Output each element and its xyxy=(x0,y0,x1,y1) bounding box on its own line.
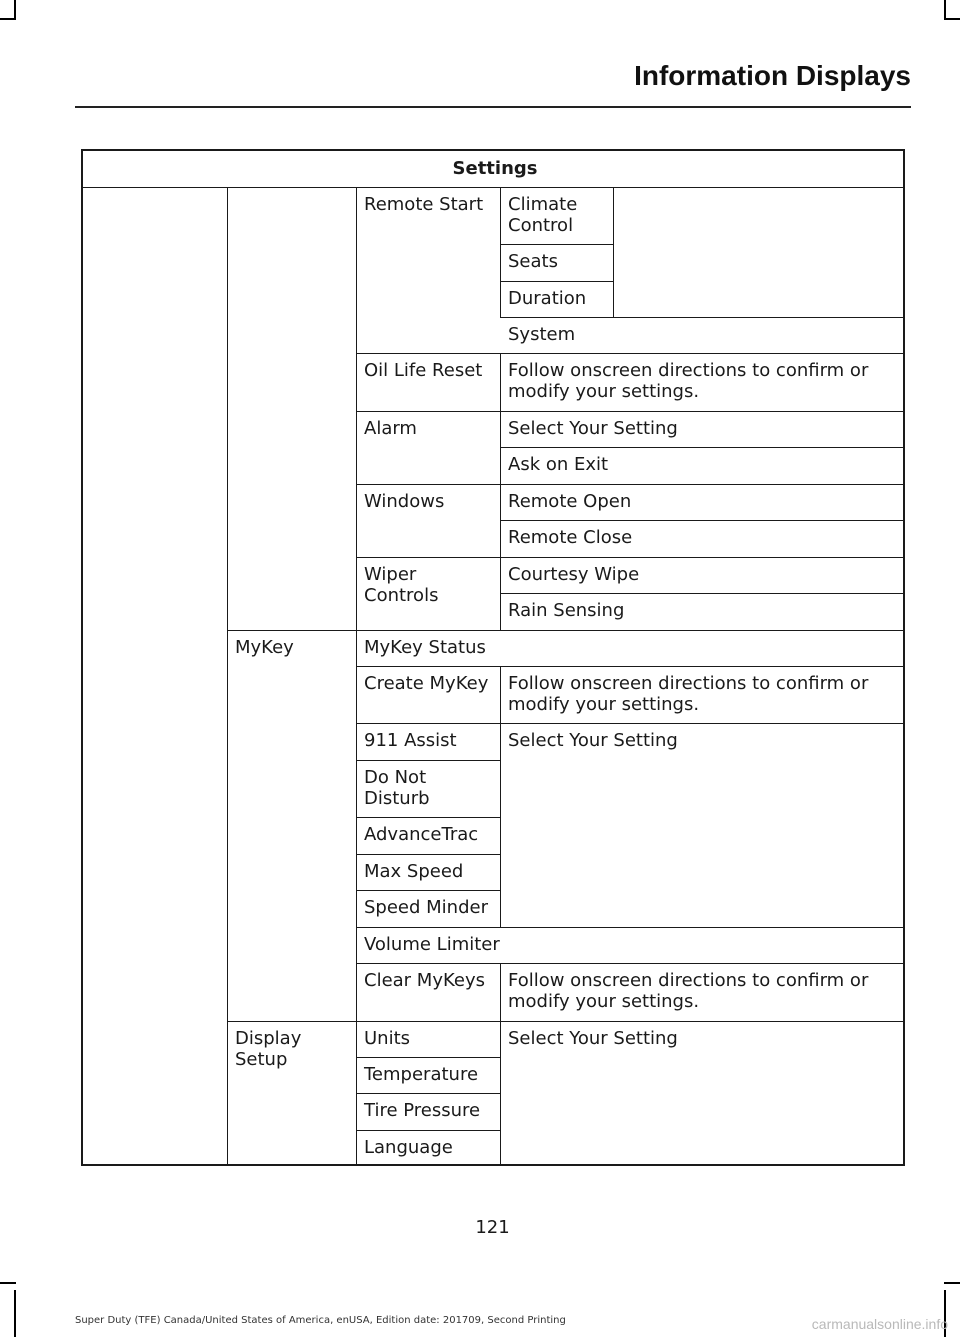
row-divider xyxy=(227,1021,905,1022)
cell-clear-mykeys: Clear MyKeys xyxy=(364,970,485,991)
column-divider xyxy=(500,963,501,1021)
cell-mykey-options-value: Select Your Setting xyxy=(508,730,678,751)
footer-edition: Super Duty (TFE) Canada/United States of America, enUSA, Edition date: 201709, Second Printing xyxy=(75,1315,566,1326)
cell-mykey: MyKey xyxy=(235,637,294,658)
cell-max-speed: Max Speed xyxy=(364,861,464,882)
row-divider xyxy=(500,244,613,245)
cell-duration: Duration xyxy=(508,288,587,309)
cell-windows: Windows xyxy=(364,491,445,512)
column-divider xyxy=(500,187,501,317)
table-title: Settings xyxy=(452,158,538,179)
cell-clear-mykeys-value: Follow onscreen directions to confirm or modify your settings. xyxy=(508,970,869,1012)
cell-units: Units xyxy=(364,1028,411,1049)
cell-remote-close: Remote Close xyxy=(508,527,633,548)
settings-table xyxy=(81,149,905,1166)
column-divider xyxy=(500,1021,501,1166)
row-divider xyxy=(356,353,905,354)
row-divider xyxy=(356,411,905,412)
cell-rain-sensing: Rain Sensing xyxy=(508,600,625,621)
row-divider xyxy=(500,520,905,521)
page-title: Information Displays xyxy=(634,60,911,91)
cell-remote-open: Remote Open xyxy=(508,491,632,512)
crop-mark xyxy=(944,0,946,18)
column-divider xyxy=(227,187,228,1166)
row-divider xyxy=(500,447,905,448)
cell-remote-start: Remote Start xyxy=(364,194,484,215)
row-divider xyxy=(356,666,905,667)
row-divider xyxy=(356,927,905,928)
cell-create-mykey-value: Follow onscreen directions to confirm or modify your settings. xyxy=(508,673,869,715)
crop-mark xyxy=(0,1282,16,1284)
cell-911-assist: 911 Assist xyxy=(364,730,457,751)
cell-display-options-value: Select Your Setting xyxy=(508,1028,678,1049)
row-divider xyxy=(356,723,905,724)
row-divider xyxy=(356,854,500,855)
cell-do-not-disturb: Do Not Disturb xyxy=(364,767,430,809)
column-divider xyxy=(613,187,614,317)
crop-mark xyxy=(14,1290,16,1337)
row-divider xyxy=(356,1057,500,1058)
cell-display-setup: Display Setup xyxy=(235,1028,302,1070)
cell-ask-on-exit: Ask on Exit xyxy=(508,454,609,475)
cell-speed-minder: Speed Minder xyxy=(364,897,488,918)
row-divider xyxy=(227,630,905,631)
header-divider xyxy=(75,106,911,108)
crop-mark xyxy=(944,1282,960,1284)
cell-seats: Seats xyxy=(508,251,558,272)
row-divider xyxy=(500,281,613,282)
cell-tire-pressure: Tire Pressure xyxy=(364,1100,481,1121)
cell-system: System xyxy=(508,324,576,345)
row-divider xyxy=(500,593,905,594)
column-divider xyxy=(356,187,357,1166)
crop-mark xyxy=(14,0,16,18)
cell-temperature: Temperature xyxy=(364,1064,479,1085)
row-divider xyxy=(356,963,905,964)
row-divider xyxy=(356,1093,500,1094)
crop-mark xyxy=(0,18,16,20)
cell-volume-limiter: Volume Limiter xyxy=(364,934,500,955)
cell-mykey-status: MyKey Status xyxy=(364,637,486,658)
cell-alarm: Alarm xyxy=(364,418,417,439)
row-divider xyxy=(356,760,500,761)
row-divider xyxy=(356,557,905,558)
cell-climate-control: Climate Control xyxy=(508,194,578,236)
row-divider xyxy=(500,317,905,318)
cell-create-mykey: Create MyKey xyxy=(364,673,489,694)
row-divider xyxy=(356,890,500,891)
page-number: 121 xyxy=(475,1217,510,1238)
cell-wiper-controls: Wiper Controls xyxy=(364,564,439,606)
row-divider xyxy=(356,1130,500,1131)
cell-alarm-select: Select Your Setting xyxy=(508,418,678,439)
row-divider xyxy=(356,484,905,485)
cell-oil-life-reset: Oil Life Reset xyxy=(364,360,483,381)
crop-mark xyxy=(944,18,960,20)
watermark: carmanualsonline.info xyxy=(811,1316,948,1332)
column-divider xyxy=(500,353,501,630)
cell-language: Language xyxy=(364,1137,453,1158)
cell-courtesy-wipe: Courtesy Wipe xyxy=(508,564,640,585)
cell-advancetrac: AdvanceTrac xyxy=(364,824,479,845)
cell-oil-life-reset-value: Follow onscreen directions to confirm or modify your settings. xyxy=(508,360,869,402)
row-divider xyxy=(356,817,500,818)
column-divider xyxy=(500,666,501,927)
row-divider xyxy=(83,187,905,188)
